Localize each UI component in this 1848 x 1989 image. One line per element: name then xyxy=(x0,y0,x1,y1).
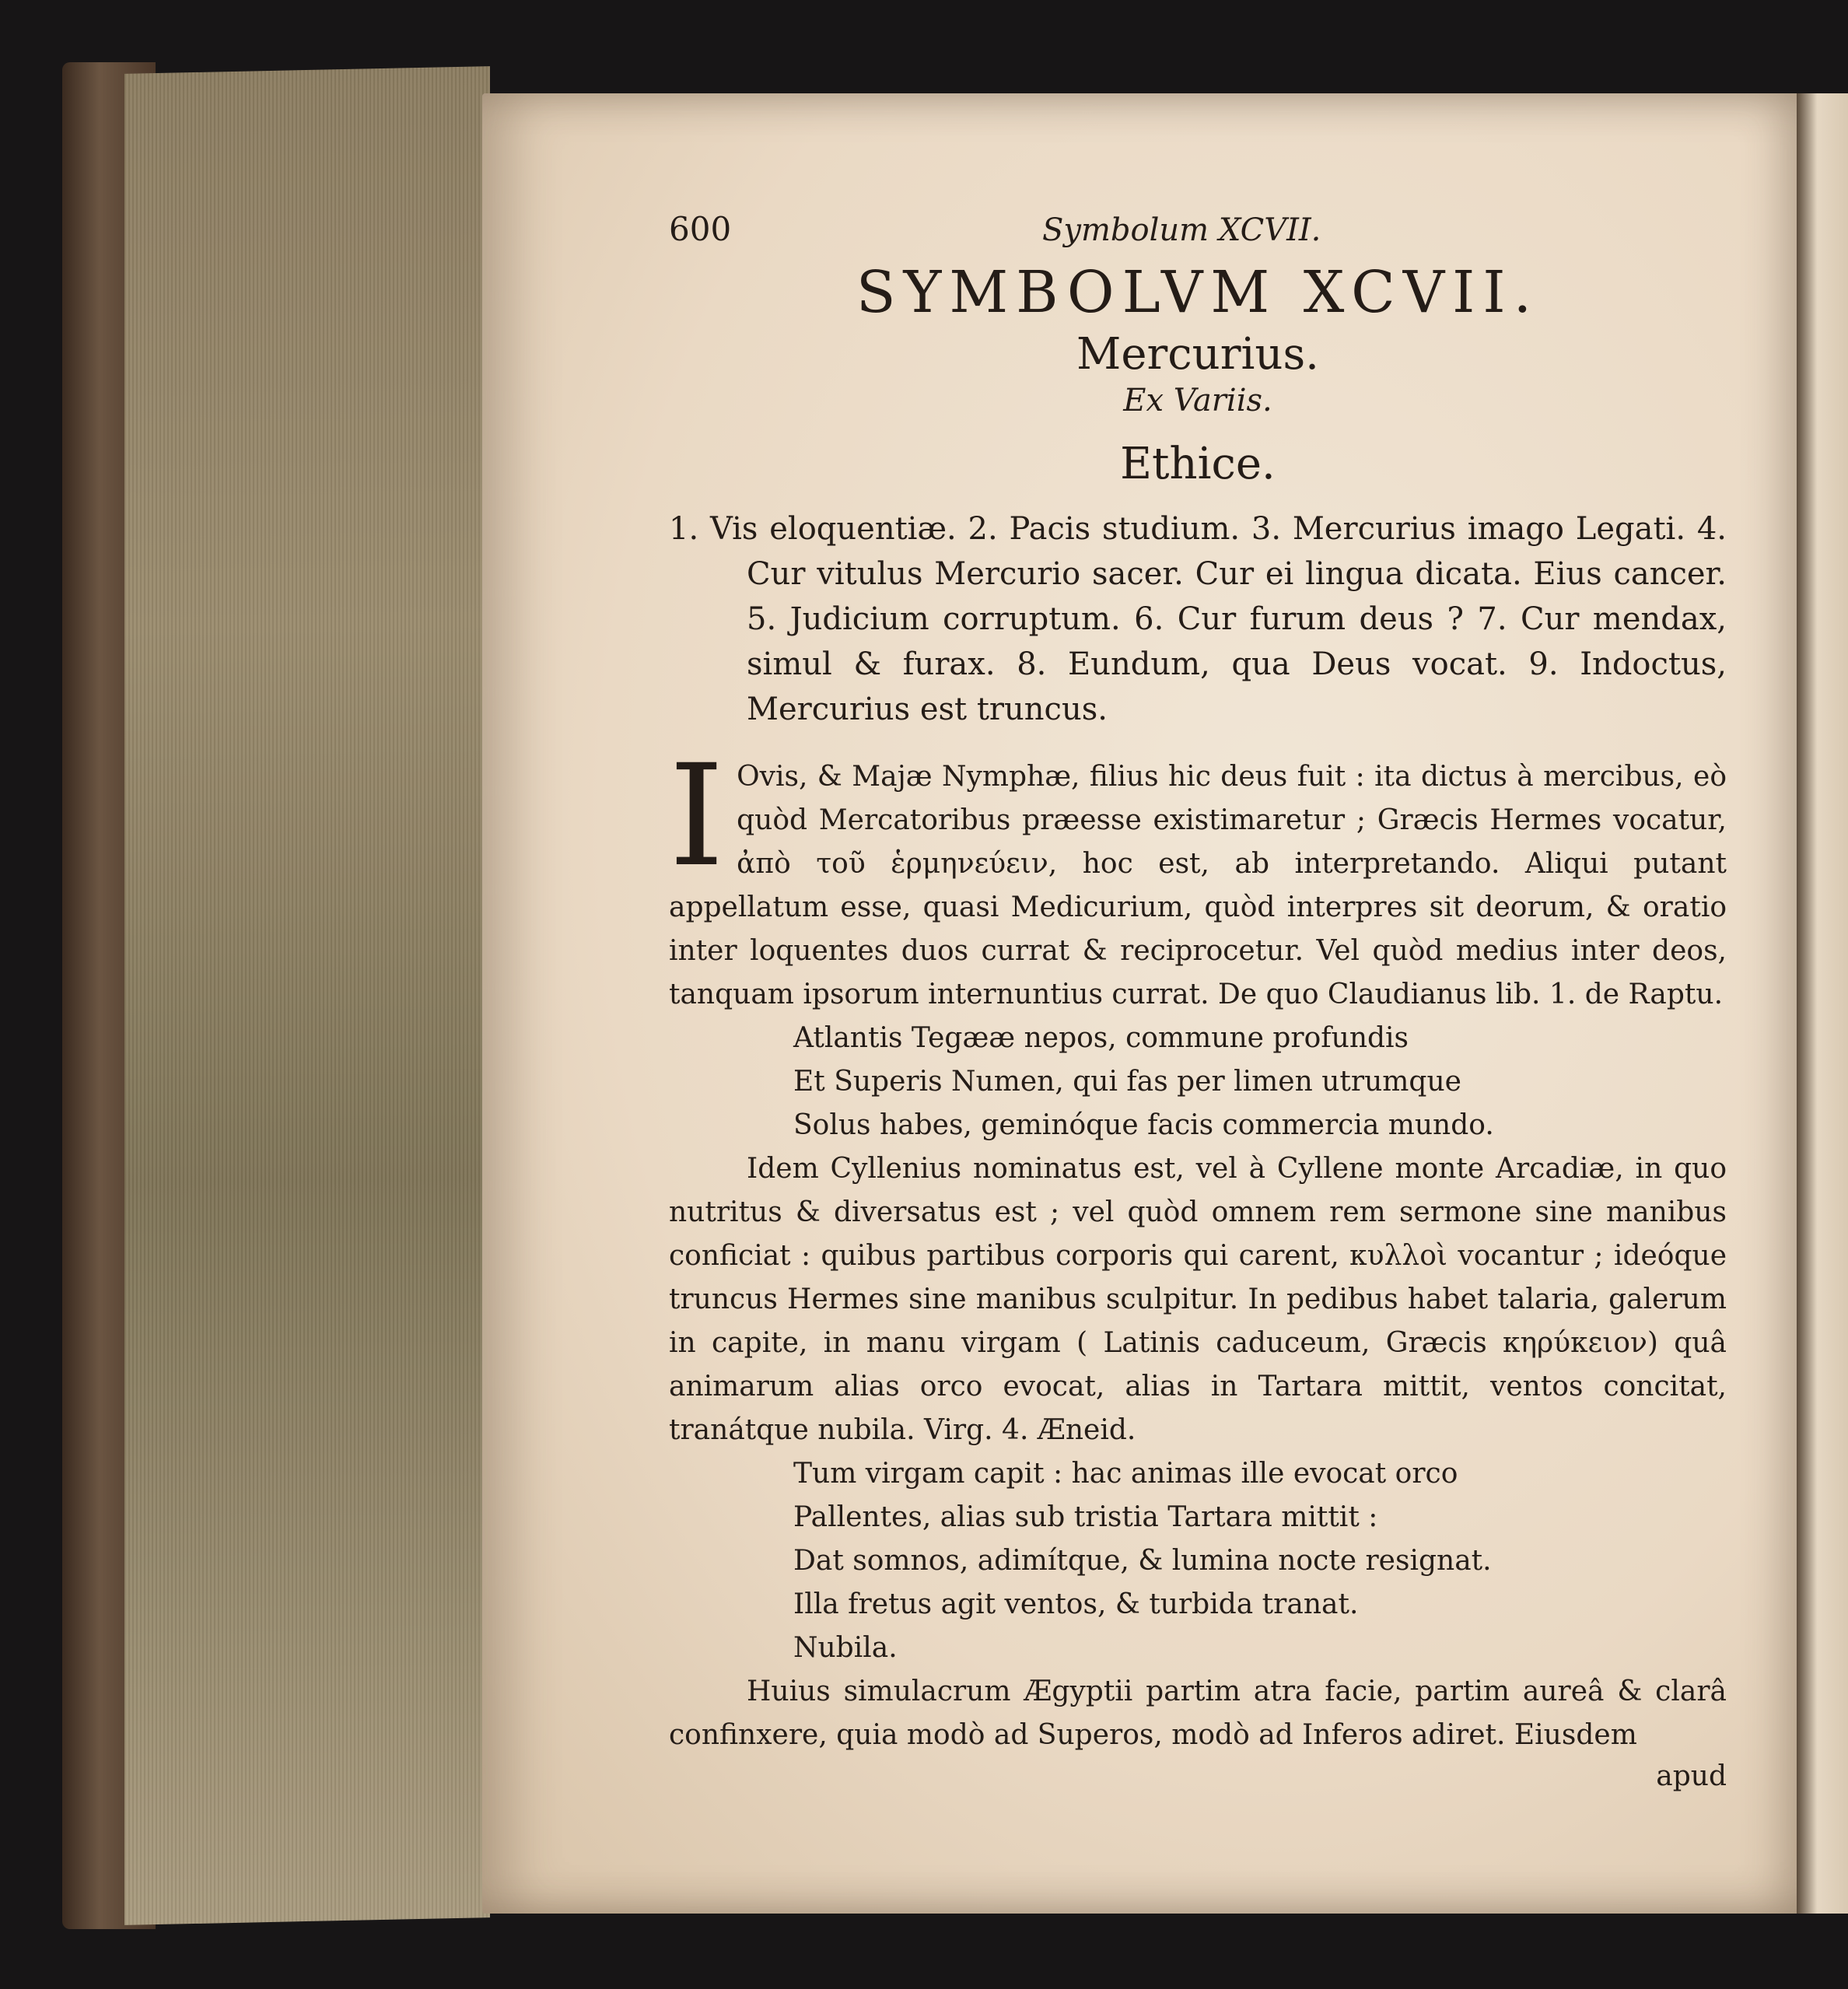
symbol-subtitle: Mercurius. xyxy=(1076,329,1319,380)
page-edges xyxy=(124,66,490,1925)
verse-block-1 xyxy=(669,1017,1727,1147)
verse-line: Atlantis Tegææ nepos, commune profundis xyxy=(793,1022,1409,1054)
running-head xyxy=(669,210,1727,248)
verse-line: Illa fretus agit ventos, & turbida tranat. xyxy=(793,1588,1359,1620)
symbol-title: SYMBOLVM XCVII. xyxy=(856,259,1540,326)
source-line: Ex Variis. xyxy=(1123,383,1272,418)
verse-line: Tum virgam capit : hac animas ille evocat orco xyxy=(793,1458,1458,1490)
paragraph-2: Idem Cyllenius nominatus est, vel à Cyllene monte Arcadiæ, in quo nutritus & diversatus est ; vel quòd omnem rem sermone sine manibus conficiat : quibus partibus corporis qui carent, κυλλοὶ vocantur ; ideóque truncus Hermes sine manibus sculpitur. In pedibus habet talaria, galerum in capite, in manu virgam ( Latinis caduceum, Græcis κηρύκειον) quâ animarum alias orco evocat, alias in Tartara mittit, ventos concitat, tranátque nubila. Virg. 4. Æneid. xyxy=(669,1153,1727,1446)
paragraph-3: Huius simulacrum Ægyptii partim atra facie, partim aureâ & clarâ confinxere, quia modò ad Superos, modò ad Inferos adiret. Eiusdem xyxy=(669,1676,1727,1751)
drop-cap: I xyxy=(669,735,725,898)
catchword: apud xyxy=(1656,1760,1727,1792)
verse-line: Solus habes, geminóque facis commercia mundo. xyxy=(793,1109,1494,1141)
page-text xyxy=(669,210,1727,1796)
section-heading: Ethice. xyxy=(1120,439,1276,489)
verse-line: Nubila. xyxy=(793,1632,898,1664)
verse-block-2 xyxy=(669,1452,1727,1670)
summary-list: 1. Vis eloquentiæ. 2. Pacis studium. 3. Mercurius imago Legati. 4. Cur vitulus Mercurio sacer. Cur ei lingua dicata. Eius cancer. 5. Judicium corruptum. 6. Cur furum deus ? 7. Cur mendax, simul & furax. 8. Eundum, qua Deus vocat. 9. Indoctus, Mercurius est truncus. xyxy=(669,511,1727,727)
verse-line: Pallentes, alias sub tristia Tartara mittit : xyxy=(793,1501,1378,1533)
verse-line: Et Superis Numen, qui fas per limen utrumque xyxy=(793,1066,1461,1098)
verse-line: Dat somnos, adimítque, & lumina nocte resignat. xyxy=(793,1545,1492,1577)
running-title: Symbolum XCVII. xyxy=(1042,212,1321,248)
facing-page-edge xyxy=(1797,93,1848,1914)
paragraph-1-text: Ovis, & Majæ Nymphæ, filius hic deus fuit : ita dictus à mercibus, eò quòd Mercatoribus præesse existimaretur ; Græcis Hermes vocatur, ἀπὸ τοῦ ἑρμηνεύειν, hoc est, ab interpretando. Aliqui putant appellatum esse, quasi Medicurium, quòd interpres sit deorum, & oratio inter loquentes duos currat & reciprocetur. Vel quòd medius inter deos, tanquam ipsorum internuntius currat. De quo Claudianus lib. 1. de Raptu. xyxy=(669,761,1727,1010)
page-number: 600 xyxy=(669,210,732,248)
paragraph-1 xyxy=(669,735,1727,1017)
